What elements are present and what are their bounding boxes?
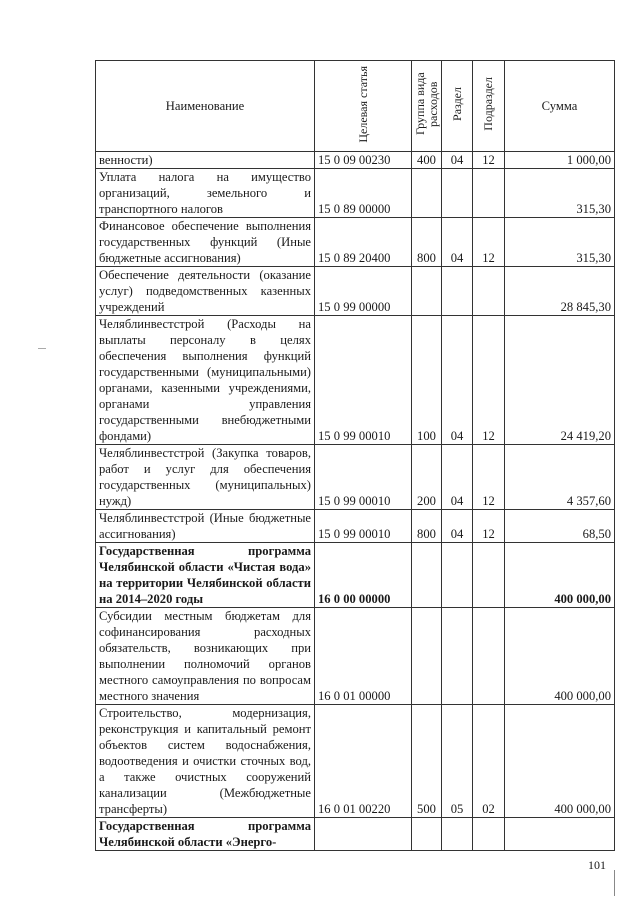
- cell-section: [442, 267, 473, 316]
- cell-sum: 24 419,20: [505, 316, 615, 445]
- header-sum: Сумма: [505, 61, 615, 152]
- cell-sum: 400 000,00: [505, 543, 615, 608]
- cell-section: [442, 608, 473, 705]
- cell-target-article: 15 0 99 00010: [315, 316, 412, 445]
- cell-section: [442, 543, 473, 608]
- cell-subsection: [473, 267, 505, 316]
- cell-target-article: 16 0 00 00000: [315, 543, 412, 608]
- cell-expense-group: [412, 608, 442, 705]
- cell-sum: 315,30: [505, 169, 615, 218]
- cell-sum: 4 357,60: [505, 445, 615, 510]
- table-row: [96, 445, 615, 510]
- cell-name: Уплата налога на имущество организаций, земельного и транспортного налогов: [96, 169, 315, 218]
- cell-expense-group: [412, 543, 442, 608]
- table-row: [96, 218, 615, 267]
- cell-sum: [505, 818, 615, 851]
- header-target-article: Целевая статья: [315, 61, 412, 152]
- cell-target-article: 15 0 99 00000: [315, 267, 412, 316]
- cell-section: 05: [442, 705, 473, 818]
- cell-subsection: 12: [473, 152, 505, 169]
- cell-name: Субсидии местным бюджетам для софинансирования расходных обязательств, возникающих при выполнении полномочий органов местного самоуправления по вопросам местного значения: [96, 608, 315, 705]
- table-row: [96, 543, 615, 608]
- cell-subsection: [473, 543, 505, 608]
- cell-section: 04: [442, 316, 473, 445]
- cell-name: Челяблинвестстрой (Закупка товаров, работ и услуг для обеспечения государственных (муниципальных) нужд): [96, 445, 315, 510]
- cell-expense-group: [412, 818, 442, 851]
- table-row: [96, 705, 615, 818]
- cell-sum: 68,50: [505, 510, 615, 543]
- cell-expense-group: [412, 169, 442, 218]
- table-row: [96, 152, 615, 169]
- cell-sum: 400 000,00: [505, 705, 615, 818]
- cell-target-article: 15 0 89 00000: [315, 169, 412, 218]
- page-number: 101: [588, 858, 606, 872]
- cell-sum: 1 000,00: [505, 152, 615, 169]
- cell-subsection: 12: [473, 445, 505, 510]
- cell-section: [442, 818, 473, 851]
- cell-sum: 400 000,00: [505, 608, 615, 705]
- cell-expense-group: 400: [412, 152, 442, 169]
- cell-section: 04: [442, 218, 473, 267]
- cell-section: [442, 169, 473, 218]
- cell-section: 04: [442, 152, 473, 169]
- cell-target-article: 15 0 09 00230: [315, 152, 412, 169]
- table-row: [96, 316, 615, 445]
- cell-expense-group: 800: [412, 510, 442, 543]
- cell-target-article: 16 0 01 00000: [315, 608, 412, 705]
- cell-target-article: 16 0 01 00220: [315, 705, 412, 818]
- cell-subsection: 12: [473, 316, 505, 445]
- cell-subsection: [473, 169, 505, 218]
- table-body: [96, 152, 615, 851]
- margin-dash: [38, 348, 46, 349]
- table-row: [96, 608, 615, 705]
- cell-expense-group: [412, 267, 442, 316]
- margin-line: [614, 870, 615, 896]
- cell-subsection: 02: [473, 705, 505, 818]
- cell-expense-group: 100: [412, 316, 442, 445]
- header-subsection: Подраздел: [473, 61, 505, 152]
- cell-name: Обеспечение деятельности (оказание услуг) подведомственных казенных учреждений: [96, 267, 315, 316]
- table-row: [96, 510, 615, 543]
- cell-expense-group: 500: [412, 705, 442, 818]
- cell-target-article: 15 0 99 00010: [315, 510, 412, 543]
- cell-subsection: [473, 818, 505, 851]
- cell-subsection: 12: [473, 510, 505, 543]
- cell-name: Государственная программа Челябинской области «Чистая вода» на территории Челябинской области на 2014–2020 годы: [96, 543, 315, 608]
- budget-table: [95, 60, 615, 851]
- cell-target-article: [315, 818, 412, 851]
- cell-name: Челяблинвестстрой (Иные бюджетные ассигнования): [96, 510, 315, 543]
- cell-sum: 28 845,30: [505, 267, 615, 316]
- cell-subsection: [473, 608, 505, 705]
- table-header-row: [96, 61, 615, 152]
- cell-expense-group: 800: [412, 218, 442, 267]
- header-name: Наименование: [96, 61, 315, 152]
- cell-section: 04: [442, 510, 473, 543]
- cell-subsection: 12: [473, 218, 505, 267]
- header-expense-group: Группа вида расходов: [412, 61, 442, 152]
- table-row: [96, 169, 615, 218]
- header-section: Раздел: [442, 61, 473, 152]
- cell-target-article: 15 0 89 20400: [315, 218, 412, 267]
- cell-name: Государственная программа Челябинской области «Энерго-: [96, 818, 315, 851]
- cell-section: 04: [442, 445, 473, 510]
- table-row: [96, 818, 615, 851]
- cell-sum: 315,30: [505, 218, 615, 267]
- table-row: [96, 267, 615, 316]
- cell-name: Челяблинвестстрой (Расходы на выплаты персоналу в целях обеспечения выполнения функций государственными (муниципальными) органами, казенными учреждениями, органами управления государственными внебюджетными фондами): [96, 316, 315, 445]
- cell-name: Финансовое обеспечение выполнения государственных функций (Иные бюджетные ассигнования): [96, 218, 315, 267]
- cell-expense-group: 200: [412, 445, 442, 510]
- cell-name: венности): [96, 152, 315, 169]
- cell-target-article: 15 0 99 00010: [315, 445, 412, 510]
- cell-name: Строительство, модернизация, реконструкция и капитальный ремонт объектов систем водоснабжения, водоотведения и очистки сточных вод, а также очистных сооружений канализации (Межбюджетные трансферты): [96, 705, 315, 818]
